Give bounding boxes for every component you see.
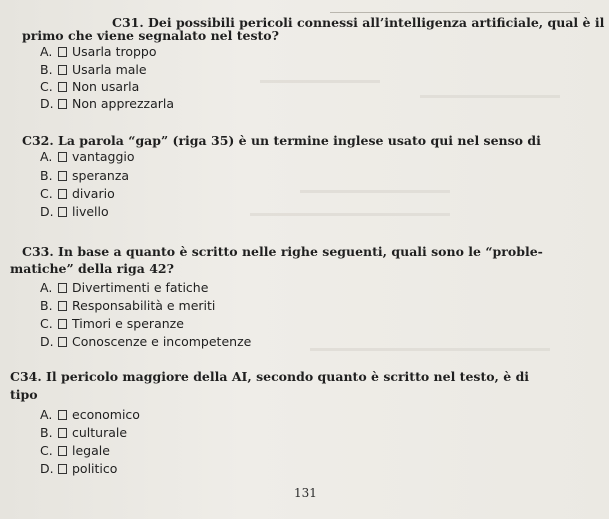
option-letter: A. bbox=[40, 44, 53, 59]
option-text: politico bbox=[72, 461, 118, 476]
option-text: Usarla male bbox=[72, 62, 147, 77]
question-c31-option-a[interactable] bbox=[40, 45, 157, 59]
question-c34-option-d[interactable] bbox=[40, 462, 117, 476]
checkbox[interactable] bbox=[58, 428, 67, 438]
page-number: 131 bbox=[294, 486, 317, 500]
checkbox[interactable] bbox=[58, 337, 67, 347]
checkbox[interactable] bbox=[58, 82, 67, 92]
checkbox[interactable] bbox=[58, 152, 67, 162]
checkbox[interactable] bbox=[58, 99, 67, 109]
question-c32-option-d[interactable] bbox=[40, 205, 109, 219]
question-c34-option-a[interactable] bbox=[40, 408, 140, 422]
option-text: livello bbox=[72, 204, 109, 219]
question-c33-option-d[interactable] bbox=[40, 335, 251, 349]
bleed-through-mark bbox=[300, 190, 450, 193]
question-c34-option-b[interactable] bbox=[40, 426, 127, 440]
option-text: Timori e speranze bbox=[72, 316, 184, 331]
checkbox[interactable] bbox=[58, 171, 67, 181]
question-c31-option-b[interactable] bbox=[40, 63, 147, 77]
question-c31-option-d[interactable] bbox=[40, 97, 174, 111]
question-c33-title: C33. In base a quanto è scritto nelle righe seguenti, quali sono le “proble- bbox=[22, 244, 543, 259]
bleed-through-mark bbox=[420, 95, 560, 98]
checkbox[interactable] bbox=[58, 283, 67, 293]
option-letter: B. bbox=[40, 62, 53, 77]
header-rule bbox=[330, 12, 580, 13]
bleed-through-mark bbox=[250, 213, 450, 216]
question-c33-title-cont: matiche” della riga 42? bbox=[10, 261, 174, 276]
checkbox[interactable] bbox=[58, 47, 67, 57]
checkbox[interactable] bbox=[58, 464, 67, 474]
question-c32-option-a[interactable] bbox=[40, 150, 135, 164]
bleed-through-mark bbox=[310, 348, 550, 351]
option-letter: D. bbox=[40, 461, 54, 476]
option-text: vantaggio bbox=[72, 149, 135, 164]
option-text: Non usarla bbox=[72, 79, 140, 94]
question-c34-title: C34. Il pericolo maggiore della AI, secondo quanto è scritto nel testo, è di bbox=[10, 369, 530, 384]
checkbox[interactable] bbox=[58, 65, 67, 75]
option-text: speranza bbox=[72, 168, 130, 183]
option-letter: A. bbox=[40, 280, 53, 295]
question-c31-option-c[interactable] bbox=[40, 80, 139, 94]
option-text: economico bbox=[72, 407, 140, 422]
question-c32-option-c[interactable] bbox=[40, 187, 115, 201]
question-c34-option-c[interactable] bbox=[40, 444, 110, 458]
option-letter: D. bbox=[40, 334, 54, 349]
option-text: Conoscenze e incompetenze bbox=[72, 334, 252, 349]
question-c33-option-c[interactable] bbox=[40, 317, 184, 331]
option-text: divario bbox=[72, 186, 115, 201]
question-c33-option-a[interactable] bbox=[40, 281, 208, 295]
option-text: culturale bbox=[72, 425, 128, 440]
option-letter: B. bbox=[40, 425, 53, 440]
option-letter: C. bbox=[40, 443, 53, 458]
option-text: Non apprezzarla bbox=[72, 96, 175, 111]
checkbox[interactable] bbox=[58, 410, 67, 420]
option-letter: C. bbox=[40, 186, 53, 201]
question-c31-title: C31. Dei possibili pericoli connessi all’intelligenza artificiale, qual è il bbox=[112, 15, 605, 30]
question-c32-option-b[interactable] bbox=[40, 169, 129, 183]
option-letter: B. bbox=[40, 298, 53, 313]
option-letter: D. bbox=[40, 204, 54, 219]
checkbox[interactable] bbox=[58, 207, 67, 217]
option-text: Divertimenti e fatiche bbox=[72, 280, 209, 295]
option-letter: A. bbox=[40, 149, 53, 164]
question-c34-title-cont: tipo bbox=[10, 387, 38, 402]
option-letter: A. bbox=[40, 407, 53, 422]
option-letter: C. bbox=[40, 79, 53, 94]
question-c31-title-cont: primo che viene segnalato nel testo? bbox=[22, 28, 279, 43]
bleed-through-mark bbox=[260, 80, 380, 83]
option-text: legale bbox=[72, 443, 110, 458]
checkbox[interactable] bbox=[58, 189, 67, 199]
question-c32-title: C32. La parola “gap” (riga 35) è un termine inglese usato qui nel senso di bbox=[22, 133, 541, 148]
option-letter: D. bbox=[40, 96, 54, 111]
question-c33-option-b[interactable] bbox=[40, 299, 215, 313]
checkbox[interactable] bbox=[58, 319, 67, 329]
checkbox[interactable] bbox=[58, 301, 67, 311]
checkbox[interactable] bbox=[58, 446, 67, 456]
option-text: Usarla troppo bbox=[72, 44, 157, 59]
option-text: Responsabilità e meriti bbox=[72, 298, 216, 313]
option-letter: C. bbox=[40, 316, 53, 331]
option-letter: B. bbox=[40, 168, 53, 183]
